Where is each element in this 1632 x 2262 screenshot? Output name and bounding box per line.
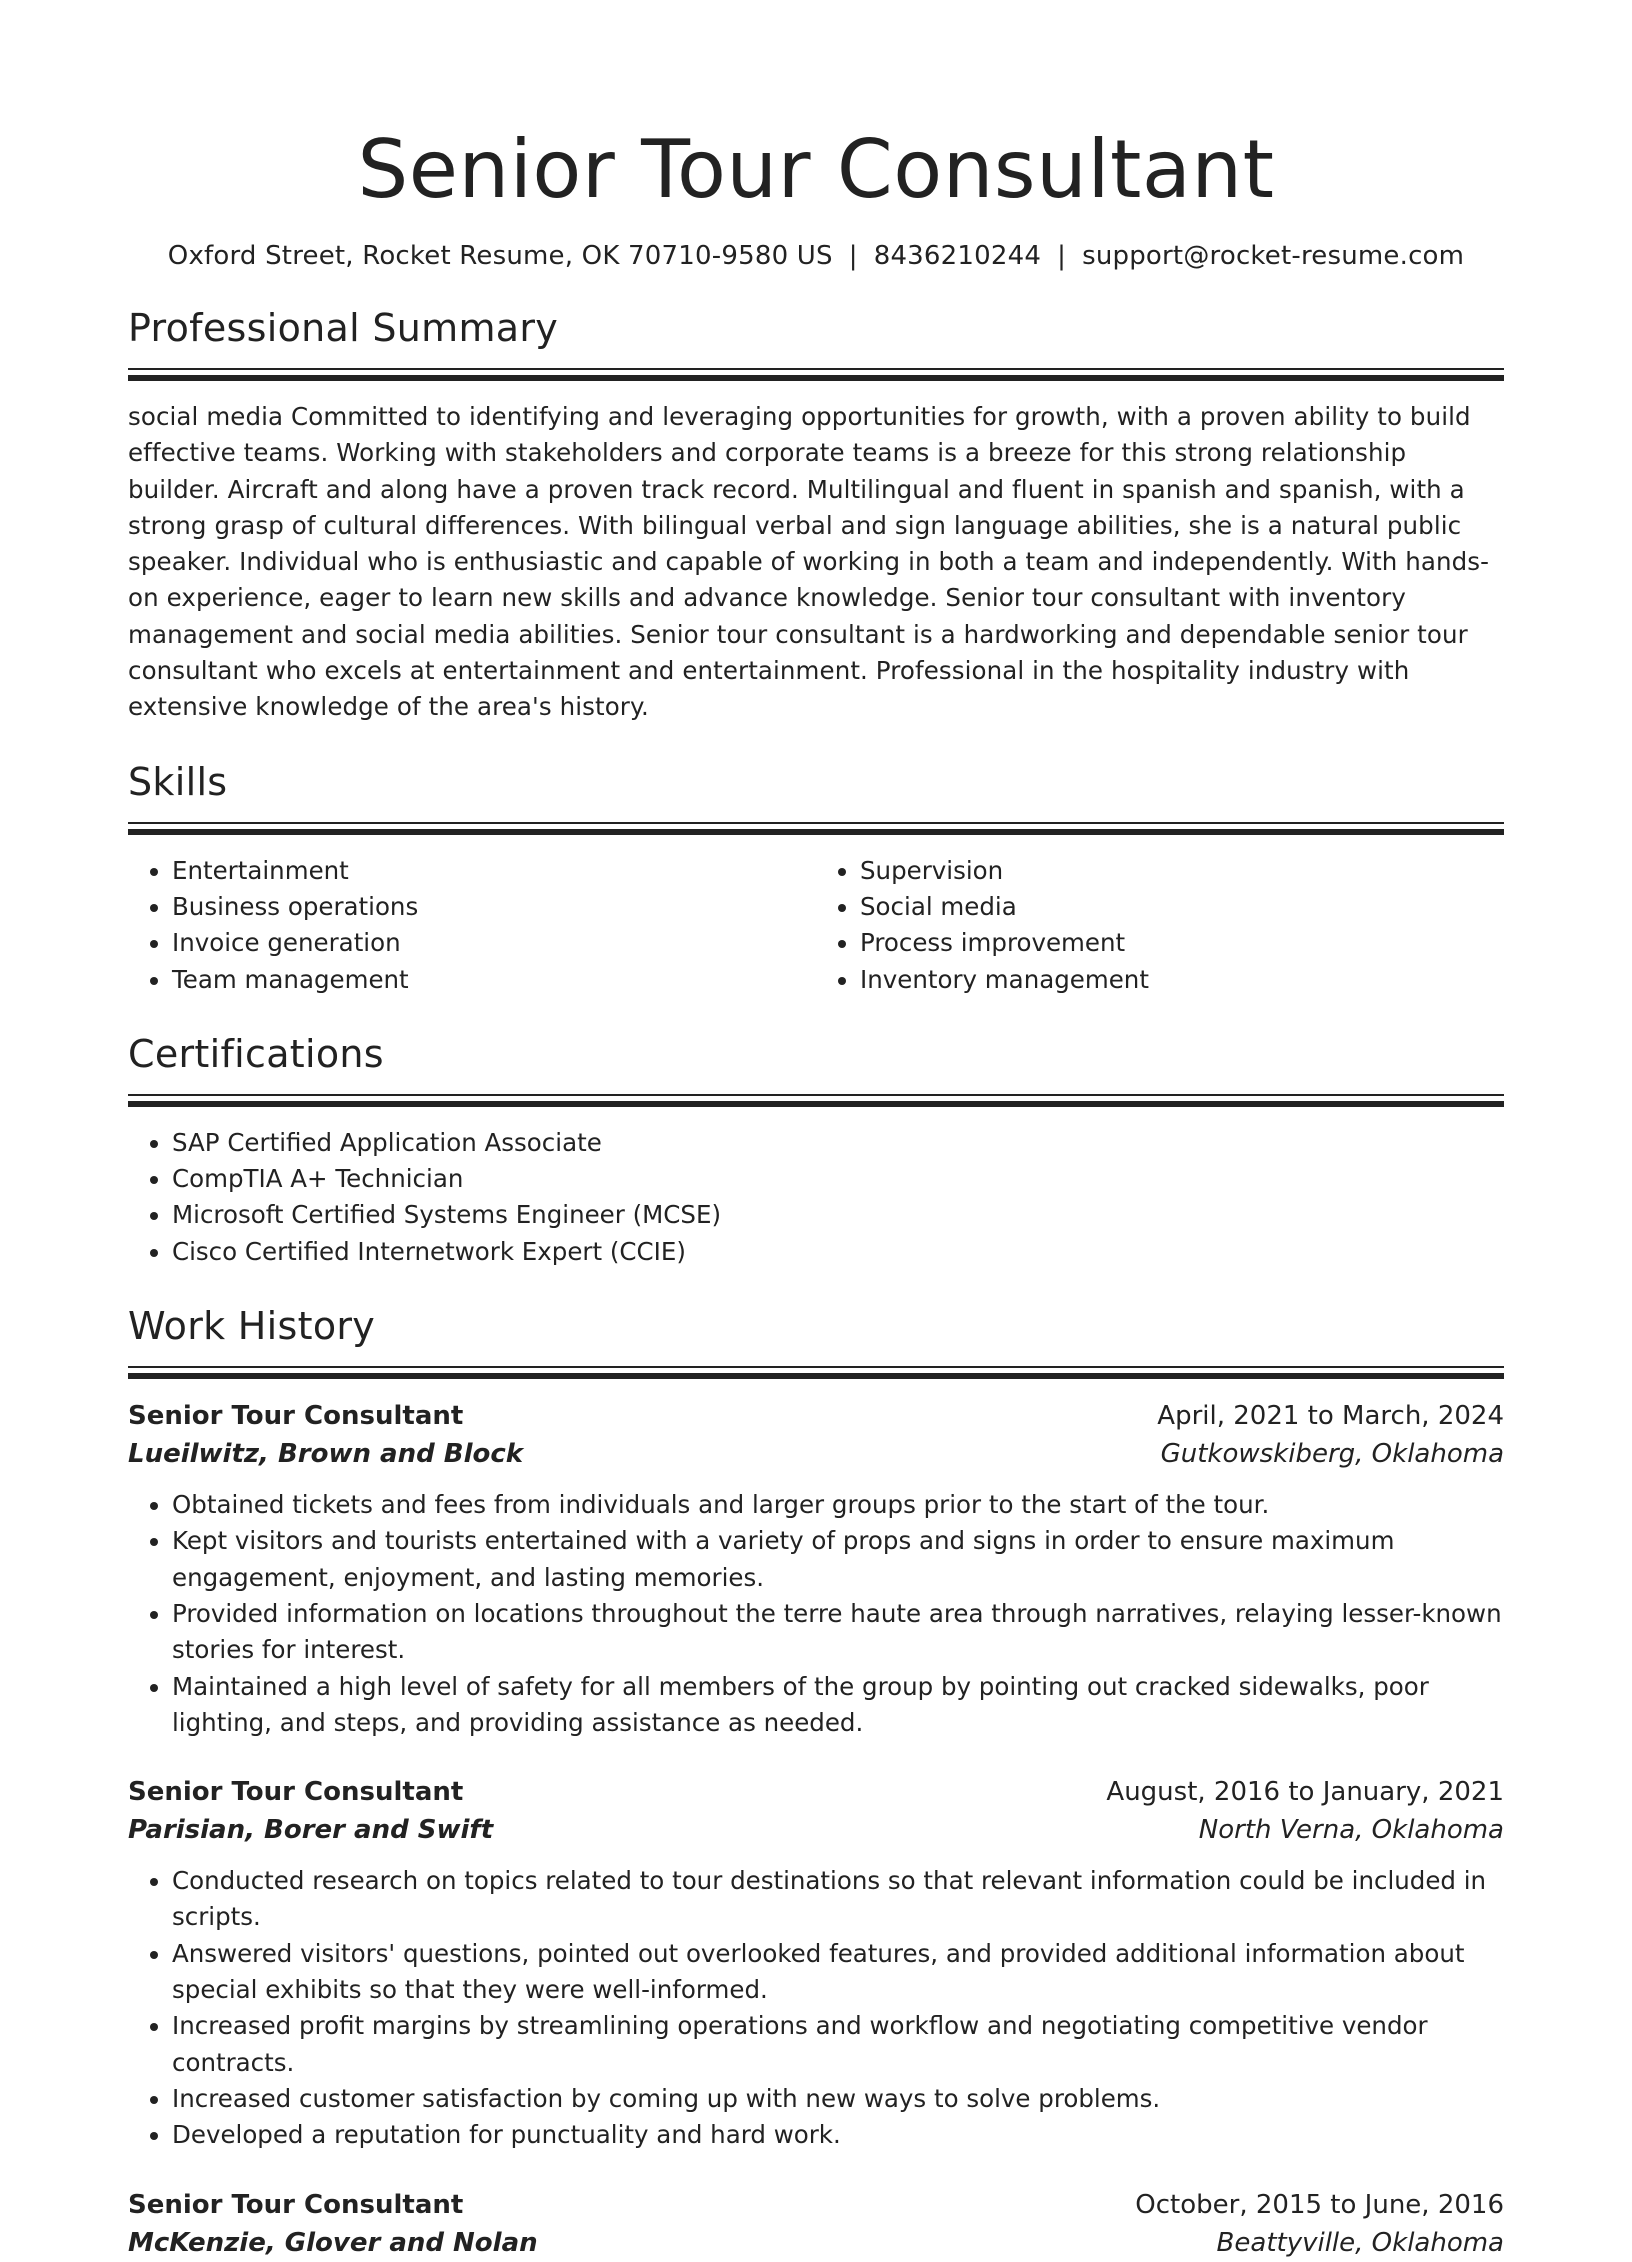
job-bullet: • Developed a reputation for punctuality and hard work.: [172, 2117, 1504, 2153]
section-divider: [128, 1094, 1504, 1107]
contact-email: support@rocket-resume.com: [1082, 241, 1465, 271]
skill-item: • Inventory management: [860, 962, 1504, 998]
skill-item: • Supervision: [860, 853, 1504, 889]
skills-section: [128, 760, 1504, 998]
job-bullets: [128, 1487, 1504, 1741]
job-header-row: [128, 1773, 1504, 1811]
job-subheader-row: [128, 1811, 1504, 1849]
skill-item: • Invoice generation: [172, 925, 816, 961]
summary-heading: Professional Summary: [128, 306, 559, 350]
job-title: Senior Tour Consultant: [128, 1777, 464, 1808]
certifications-list: [128, 1125, 1504, 1270]
job-company: McKenzie, Glover and Nolan: [128, 2227, 538, 2258]
job-entry: [128, 1397, 1504, 1741]
summary-section: [128, 306, 1504, 726]
job-bullet: • Obtained tickets and fees from individuals and larger groups prior to the start of the tour.: [172, 1487, 1504, 1523]
job-header-row: [128, 1397, 1504, 1435]
job-bullet: • Kept visitors and tourists entertained with a variety of props and signs in order to ensure maximum engagement, enjoyment, and lasting memories.: [172, 1523, 1504, 1596]
section-divider: [128, 822, 1504, 835]
job-title: Senior Tour Consultant: [128, 2189, 464, 2220]
contact-address: Oxford Street, Rocket Resume, OK 70710-9580 US: [167, 241, 833, 271]
contact-phone: 8436210244: [873, 241, 1042, 271]
skill-item: • Process improvement: [860, 925, 1504, 961]
job-bullet: • Answered visitors' questions, pointed out overlooked features, and provided additional information about special exhibits so that they were well-informed.: [172, 1936, 1504, 2009]
contact-line: [128, 240, 1504, 272]
job-company: Lueilwitz, Brown and Block: [128, 1439, 524, 1470]
job-location: Beattyville, Oklahoma: [1216, 2227, 1504, 2258]
section-divider: [128, 1366, 1504, 1379]
job-dates: October, 2015 to June, 2016: [1135, 2189, 1504, 2220]
resume-title: Senior Tour Consultant: [357, 123, 1275, 216]
skill-item: • Business operations: [172, 889, 816, 925]
job-title: Senior Tour Consultant: [128, 1401, 464, 1432]
certification-item: • CompTIA A+ Technician: [172, 1161, 1504, 1197]
job-bullets: [128, 1863, 1504, 2153]
skills-list-right: [816, 853, 1504, 998]
skills-grid: [128, 853, 1504, 998]
contact-separator: |: [1057, 241, 1067, 271]
work-history-section: [128, 1304, 1504, 2261]
job-dates: April, 2021 to March, 2024: [1157, 1401, 1504, 1432]
skill-item: • Team management: [172, 962, 816, 998]
skills-list-left: [128, 853, 816, 998]
certification-item: • Cisco Certified Internetwork Expert (CCIE): [172, 1234, 1504, 1270]
job-company: Parisian, Borer and Swift: [128, 1815, 494, 1846]
job-header-row: [128, 2186, 1504, 2224]
section-divider: [128, 368, 1504, 381]
job-subheader-row: [128, 1435, 1504, 1473]
summary-text: social media Committed to identifying and leveraging opportunities for growth, with a proven ability to build effective teams. Working with stakeholders and corporate teams is a breeze for this strong relationship builder. Aircraft and along have a proven track record. Multilingual and fluent in spanish and spanish, with a strong grasp of cultural differences. With bilingual verbal and sign language abilities, she is a natural public speaker. Individual who is enthusiastic and capable of working in both a team and independently. With hands-on experience, eager to learn new skills and advance knowledge. Senior tour consultant with inventory management and social media abilities. Senior tour consultant is a hardworking and dependable senior tour consultant who excels at entertainment and entertainment. Professional in the hospitality industry with extensive knowledge of the area's history.: [128, 402, 1490, 722]
job-bullet: • Maintained a high level of safety for all members of the group by pointing out cracked sidewalks, poor lighting, and steps, and providing assistance as needed.: [172, 1669, 1504, 1742]
job-entry: [128, 2186, 1504, 2262]
skill-item: • Social media: [860, 889, 1504, 925]
work-history-heading: Work History: [128, 1304, 376, 1349]
job-bullet: • Provided information on locations throughout the terre haute area through narratives, relaying lesser-known stories for interest.: [172, 1596, 1504, 1669]
job-bullet: • Increased profit margins by streamlining operations and workflow and negotiating competitive vendor contracts.: [172, 2008, 1504, 2081]
contact-separator: |: [848, 241, 858, 271]
certifications-section: [128, 1032, 1504, 1270]
certifications-heading: Certifications: [128, 1031, 384, 1076]
certification-item: • Microsoft Certified Systems Engineer (MCSE): [172, 1197, 1504, 1233]
job-dates: August, 2016 to January, 2021: [1106, 1777, 1504, 1808]
skill-item: • Entertainment: [172, 853, 816, 889]
job-location: North Verna, Oklahoma: [1198, 1815, 1504, 1846]
skills-heading: Skills: [128, 759, 228, 804]
certification-item: • SAP Certified Application Associate: [172, 1125, 1504, 1161]
job-bullet: • Conducted research on topics related to tour destinations so that relevant information could be included in scripts.: [172, 1863, 1504, 1936]
job-subheader-row: [128, 2224, 1504, 2262]
job-entry: [128, 1773, 1504, 2153]
job-location: Gutkowskiberg, Oklahoma: [1160, 1439, 1504, 1470]
job-bullet: • Increased customer satisfaction by coming up with new ways to solve problems.: [172, 2081, 1504, 2117]
